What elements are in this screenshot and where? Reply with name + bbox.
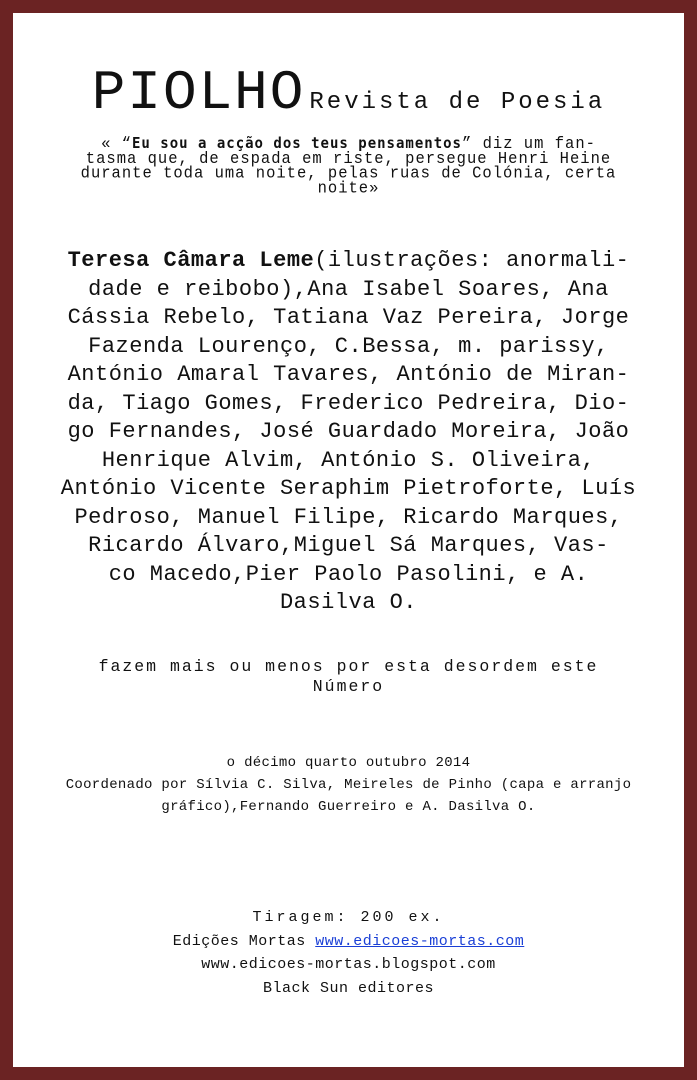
contributors-line: Henrique Alvim, António S. Oliveira, [101, 447, 596, 473]
issue-intro [13, 657, 684, 697]
contributors-line: da, Tiago Gomes, Frederico Pedreira, Dio- [67, 390, 630, 416]
issue-date: o décimo quarto outubro 2014 [226, 755, 471, 771]
imprint: Black Sun editores [262, 979, 435, 997]
magazine-title: PIOLHO [91, 61, 306, 125]
coordination-line: Coordenado por Sílvia C. Silva, Meireles de Pinho (capa e arranjo [65, 777, 632, 793]
contributors-line: Cássia Rebelo, Tatiana Vaz Pereira, Jorge [67, 305, 630, 330]
epigraph-line-1: « “Eu sou a acção dos teus pensamentos” diz um fan- [101, 134, 596, 154]
print-run: Tiragem: 200 ex. [252, 909, 445, 926]
contributors-line: go Fernandes, José Guardado Moreira, João [67, 419, 630, 444]
contributors-line: Ricardo Álvaro,Miguel Sá Marques, Vas- [88, 533, 609, 558]
issue-intro-line: fazem mais ou menos por esta desordem este [98, 657, 599, 676]
contributors-line: António Vicente Seraphim Pietroforte, Luís [60, 476, 637, 501]
epigraph [28, 134, 669, 198]
epigraph-line-2: tasma que, de espada em riste, persegue Henri Heine [85, 149, 612, 169]
magazine-subtitle: Revista de Poesia [309, 89, 606, 116]
publisher-website-link[interactable]: www.edicoes-mortas.com [315, 932, 525, 950]
lead-contributor: Teresa Câmara Leme [67, 248, 315, 273]
publisher-label: Edições Mortas [172, 932, 316, 950]
colophon [13, 906, 684, 1000]
contributors-line: Teresa Câmara Leme(ilustrações: anormali- [67, 248, 630, 273]
contributors-line: co Macedo,Pier Paolo Pasolini, e A. [108, 561, 589, 587]
contributors-line: António Amaral Tavares, António de Miran- [67, 362, 630, 387]
publisher-line [13, 930, 684, 954]
epigraph-quote: Eu sou a acção dos teus pensamentos [131, 135, 462, 153]
contributors-line: dade e reibobo),Ana Isabel Soares, Ana [88, 276, 609, 302]
epigraph-line-4: noite» [317, 178, 380, 198]
epigraph-line-3: durante toda uma noite, pelas ruas de Colónia, certa [80, 163, 617, 183]
contributors-line: Dasilva O. [279, 590, 418, 615]
contributors-line: Fazenda Lourenço, C.Bessa, m. parissy, [88, 333, 609, 359]
masthead [13, 60, 684, 126]
contributors-list [18, 247, 679, 618]
coordination-line: gráfico),Fernando Guerreiro e A. Dasilva O. [161, 799, 536, 815]
credits [28, 752, 669, 818]
contributors-line: Pedroso, Manuel Filipe, Ricardo Marques, [74, 504, 623, 530]
blog-address: www.edicoes-mortas.blogspot.com [201, 956, 496, 973]
issue-intro-line: Número [312, 677, 385, 696]
